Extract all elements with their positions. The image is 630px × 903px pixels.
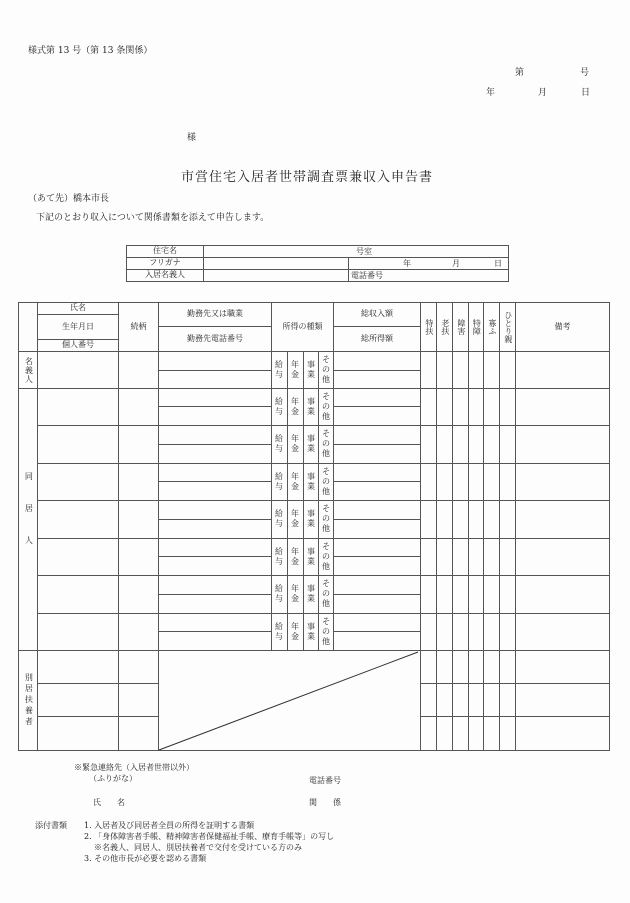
- form-id: 様式第 13 号（第 13 条関係）: [28, 46, 153, 56]
- income-type-label: 事業: [307, 583, 315, 603]
- emergency-relation-label: 関 係: [309, 798, 341, 807]
- section-cohabitant: 同居人: [24, 471, 34, 568]
- income-type-label: 給与: [275, 583, 283, 603]
- income-type-label: 事業: [307, 433, 315, 453]
- attachment-item: 3. その他市長が必要を認める書類: [84, 854, 207, 863]
- header-total-earnings: 総所得額: [361, 333, 393, 343]
- attachment-item: 2. 「身体障害者手帳、精神障害者保健福祉手帳、療育手帳等」の写し: [84, 832, 335, 841]
- income-type-label: 事業: [307, 546, 315, 566]
- income-type-label: 事業: [307, 396, 315, 416]
- income-type-label: 給与: [275, 546, 283, 566]
- holder-name-field[interactable]: [206, 271, 346, 280]
- number-prefix: 第: [515, 68, 525, 78]
- income-type-label: 給与: [275, 433, 283, 453]
- income-type-label: 給与: [275, 471, 283, 491]
- header-name: 氏名: [70, 303, 86, 313]
- header-relation: 続柄: [130, 321, 147, 331]
- emergency-phone-field[interactable]: [350, 774, 550, 784]
- header-birthdate: 生年月日: [62, 321, 94, 331]
- emergency-heading: ※緊急連絡先（入居者世帯以外）: [74, 763, 194, 772]
- emergency-relation-field[interactable]: [350, 796, 550, 806]
- header-shogai: 障害: [456, 319, 466, 335]
- header-personal-number: 個人番号: [62, 340, 94, 350]
- income-type-label: 事業: [307, 471, 315, 491]
- income-type-label: その他: [322, 503, 330, 533]
- income-type-label: 事業: [307, 621, 315, 641]
- income-type-label: その他: [322, 428, 330, 458]
- income-type-label: 年金: [291, 583, 299, 603]
- income-type-label: 年金: [291, 546, 299, 566]
- section-separate-dependent: 別居扶養者: [24, 673, 34, 728]
- recipient: （あて先）橋本市長: [28, 194, 110, 204]
- date-month-field[interactable]: [500, 84, 536, 96]
- summary-label-housing: 住宅名: [153, 246, 177, 256]
- attachment-note: ※名義人、同居人、別居扶養者で交付を受けている方のみ: [94, 843, 302, 852]
- income-type-label: その他: [322, 616, 330, 646]
- emergency-furigana-field[interactable]: [125, 772, 295, 782]
- income-type-label: 年金: [291, 508, 299, 528]
- date-year-label: 年: [486, 88, 496, 98]
- attachments-label: 添付書類: [35, 821, 67, 830]
- header-employer-phone: 勤務先電話番号: [187, 333, 243, 343]
- header-remarks: 備考: [554, 321, 571, 331]
- summary-label-furigana: フリガナ: [149, 258, 181, 268]
- date-day-label: 日: [581, 88, 591, 98]
- birth-year-label: 年: [403, 259, 411, 268]
- emergency-name-label: 氏 名: [93, 798, 125, 807]
- summary-label-holder: 入居名義人: [145, 270, 185, 280]
- addressee-field[interactable]: [40, 129, 180, 141]
- date-day-field[interactable]: [552, 84, 580, 96]
- holder-phone-field[interactable]: [385, 271, 505, 280]
- header-kafu: 寡ふ: [487, 319, 497, 335]
- housing-name-field[interactable]: [206, 247, 346, 256]
- header-roufu: 老扶: [440, 319, 450, 335]
- emergency-name-field[interactable]: [130, 796, 300, 806]
- room-number-label: 号室: [356, 247, 372, 256]
- income-type-label: その他: [322, 578, 330, 608]
- income-type-label: その他: [322, 354, 330, 384]
- income-type-label: 年金: [291, 471, 299, 491]
- income-type-label: その他: [322, 541, 330, 571]
- phone-label: 電話番号: [351, 271, 383, 280]
- room-number-field[interactable]: [380, 247, 505, 256]
- income-type-label: 給与: [275, 396, 283, 416]
- header-total-income: 総収入額: [361, 309, 393, 319]
- income-type-label: 事業: [307, 359, 315, 379]
- emergency-furigana-label: （ふりがな）: [89, 774, 137, 783]
- page-title: 市営住宅入居者世帯調査票兼収入申告書: [181, 170, 434, 185]
- document-number-field[interactable]: [528, 64, 578, 76]
- income-type-label: 事業: [307, 508, 315, 528]
- header-tokusho: 特障: [472, 319, 482, 335]
- attachment-item: 1. 入居者及び同居者全員の所得を証明する書類: [84, 821, 255, 830]
- furigana-field[interactable]: [206, 259, 346, 268]
- birth-day-label: 日: [494, 259, 502, 268]
- header-hitorioya: ひとり親: [503, 311, 513, 343]
- income-type-label: その他: [322, 391, 330, 421]
- section-holder: 名義人: [24, 356, 34, 384]
- diagonal-slash: [158, 650, 421, 751]
- income-type-label: 年金: [291, 396, 299, 416]
- number-suffix: 号: [580, 68, 590, 78]
- income-type-label: 給与: [275, 621, 283, 641]
- income-type-label: その他: [322, 466, 330, 496]
- income-type-label: 年金: [291, 621, 299, 641]
- header-employer: 勤務先又は職業: [187, 309, 243, 319]
- date-year-field[interactable]: [460, 84, 484, 96]
- header-income-type: 所得の種類: [282, 321, 323, 331]
- income-type-label: 年金: [291, 359, 299, 379]
- income-type-label: 給与: [275, 359, 283, 379]
- income-type-label: 年金: [291, 433, 299, 453]
- income-type-label: 給与: [275, 508, 283, 528]
- addressee-suffix: 様: [187, 133, 197, 143]
- birth-month-label: 月: [452, 259, 460, 268]
- intro-text: 下記のとおり収入について関係書類を添えて申告します。: [36, 213, 270, 223]
- header-tokufu: 特扶: [424, 319, 434, 335]
- date-month-label: 月: [538, 88, 548, 98]
- emergency-phone-label: 電話番号: [309, 776, 341, 785]
